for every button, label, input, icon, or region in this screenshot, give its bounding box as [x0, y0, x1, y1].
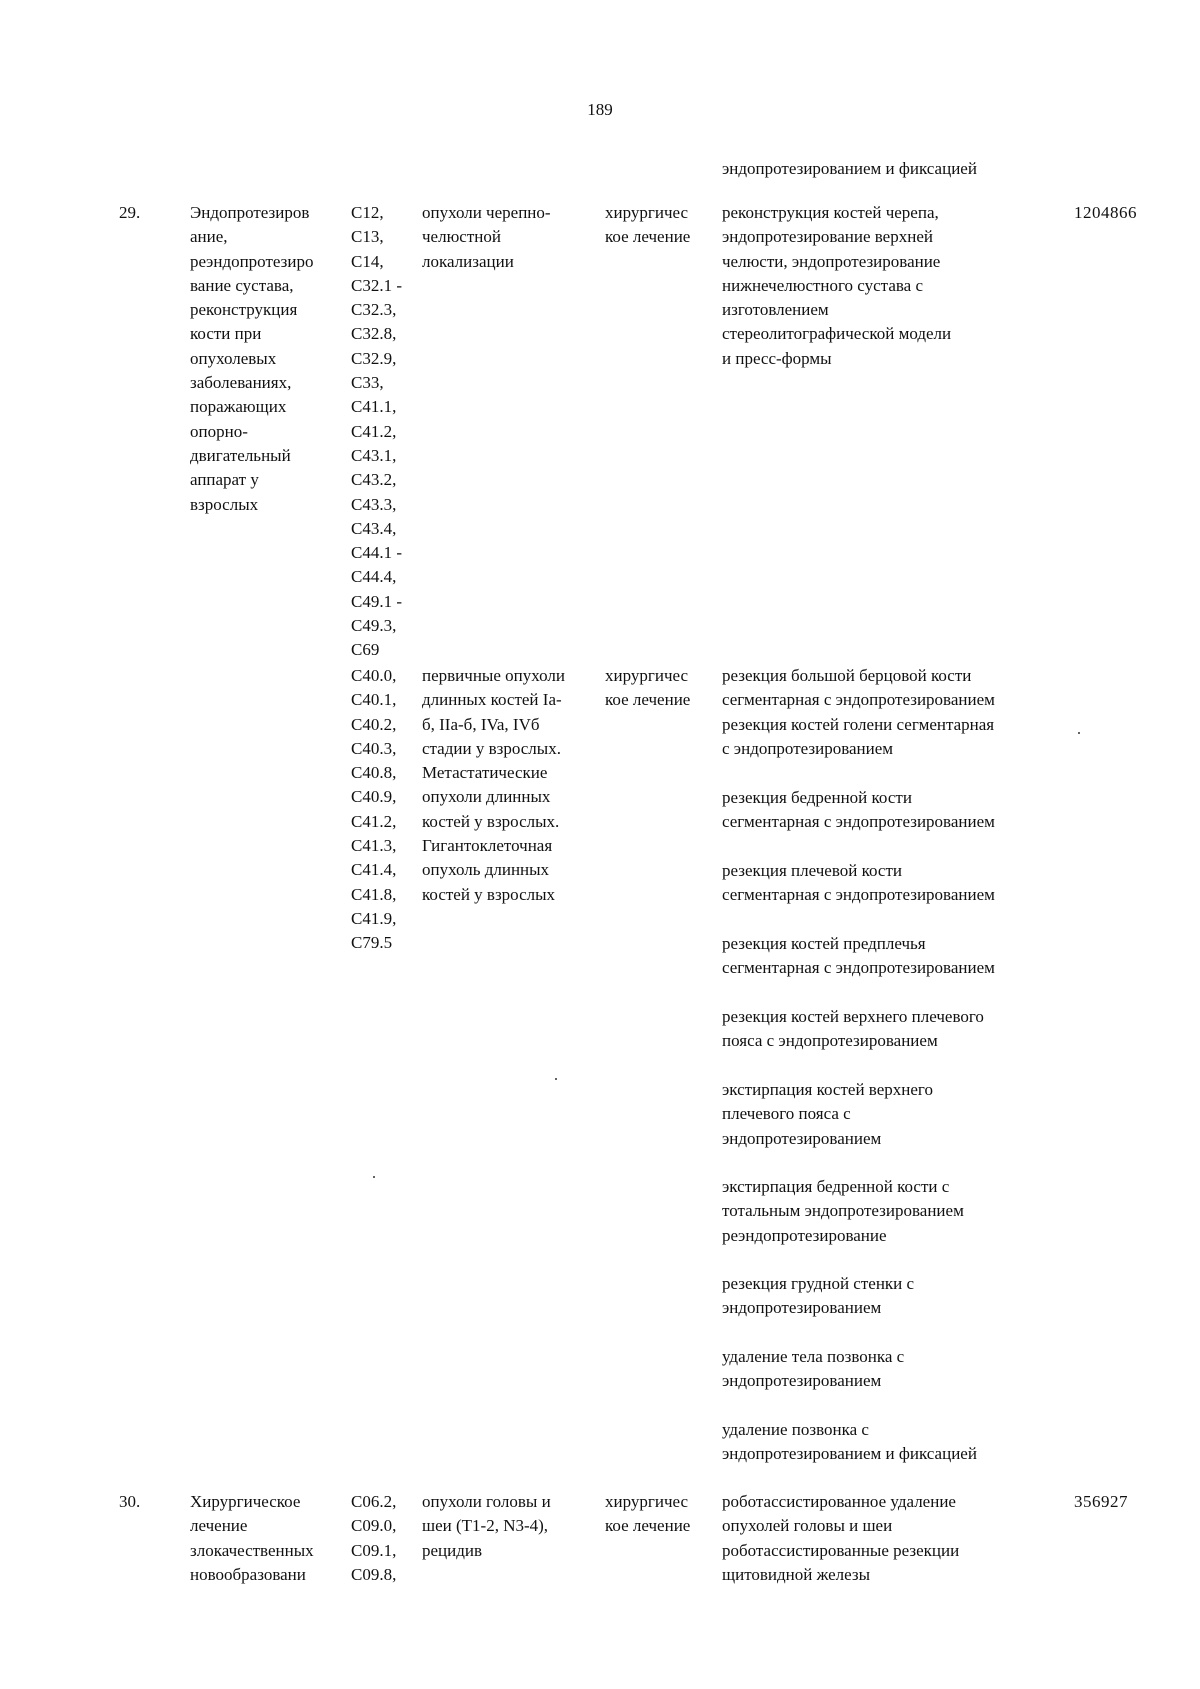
- scan-speck: [373, 1176, 375, 1178]
- scan-speck: [1078, 732, 1080, 734]
- diagnosis-description: опухоли черепно- челюстной локализации: [422, 203, 551, 271]
- row-cost: 356927: [1074, 1492, 1128, 1511]
- treatment-type: хирургичес кое лечение: [605, 203, 691, 247]
- diagnosis-codes: C06.2, C09.0, C09.1, C09.8,: [351, 1492, 397, 1584]
- row-number: 29.: [119, 203, 141, 222]
- continuation-text: эндопротезированием и фиксацией: [722, 159, 977, 178]
- diagnosis-codes: C40.0, C40.1, C40.2, C40.3, C40.8, C40.9, C41.2, C41.3, C41.4, C41.8, C41.9, C79.5: [351, 666, 397, 953]
- treatment-method: резекция костей предплечья сегментарная с эндопротезированием: [722, 934, 995, 978]
- row-name: Эндопротезиров ание, реэндопротезиро вание сустава, реконструкция кости при опухолевых заболеваниях, поражающих опорно- двигательный аппарат у взрослых: [190, 203, 314, 514]
- diagnosis-description: первичные опухоли длинных костей Ia- б, IIa-б, IVa, IVб стадии у взрослых. Метастатические опухоли длинных костей у взрослых. Гигантоклеточная опухоль длинных костей у взрослых: [422, 666, 565, 904]
- row-name: Хирургическое лечение злокачественных новообразовани: [190, 1492, 314, 1584]
- treatment-type: хирургичес кое лечение: [605, 1492, 691, 1536]
- treatment-method: роботассистированное удаление опухолей головы и шеи роботассистированные резекции щитовидной железы: [722, 1492, 960, 1584]
- row-cost: 1204866: [1074, 203, 1137, 222]
- row-number: 30.: [119, 1492, 141, 1511]
- treatment-method: резекция бедренной кости сегментарная с эндопротезированием: [722, 788, 995, 832]
- treatment-method: резекция грудной стенки с эндопротезированием: [722, 1274, 915, 1318]
- treatment-type: хирургичес кое лечение: [605, 666, 691, 710]
- treatment-method: резекция плечевой кости сегментарная с эндопротезированием: [722, 861, 995, 905]
- treatment-method: удаление позвонка с эндопротезированием и фиксацией: [722, 1420, 977, 1464]
- page-number: 189: [587, 100, 613, 119]
- treatment-method: экстирпация костей верхнего плечевого пояса с эндопротезированием: [722, 1080, 933, 1148]
- treatment-method: экстирпация бедренной кости с тотальным эндопротезированием реэндопротезирование: [722, 1177, 964, 1245]
- treatment-method: резекция костей верхнего плечевого пояса с эндопротезированием: [722, 1007, 984, 1051]
- scan-speck: [555, 1078, 557, 1080]
- treatment-method: реконструкция костей черепа, эндопротезирование верхней челюсти, эндопротезирование нижнечелюстного сустава с изготовлением стереолитографической модели и пресс-формы: [722, 203, 952, 368]
- diagnosis-codes: C12, C13, C14, C32.1 - C32.3, C32.8, C32.9, C33, C41.1, C41.2, C43.1, C43.2, C43.3, C43.4, C44.1 - C44.4, C49.1 - C49.3, C69: [351, 203, 402, 660]
- treatment-method: резекция большой берцовой кости сегментарная с эндопротезированием резекция костей голени сегментарная с эндопротезированием: [722, 666, 995, 758]
- diagnosis-description: опухоли головы и шеи (T1-2, N3-4), рецидив: [422, 1492, 551, 1560]
- treatment-method: удаление тела позвонка с эндопротезированием: [722, 1347, 905, 1391]
